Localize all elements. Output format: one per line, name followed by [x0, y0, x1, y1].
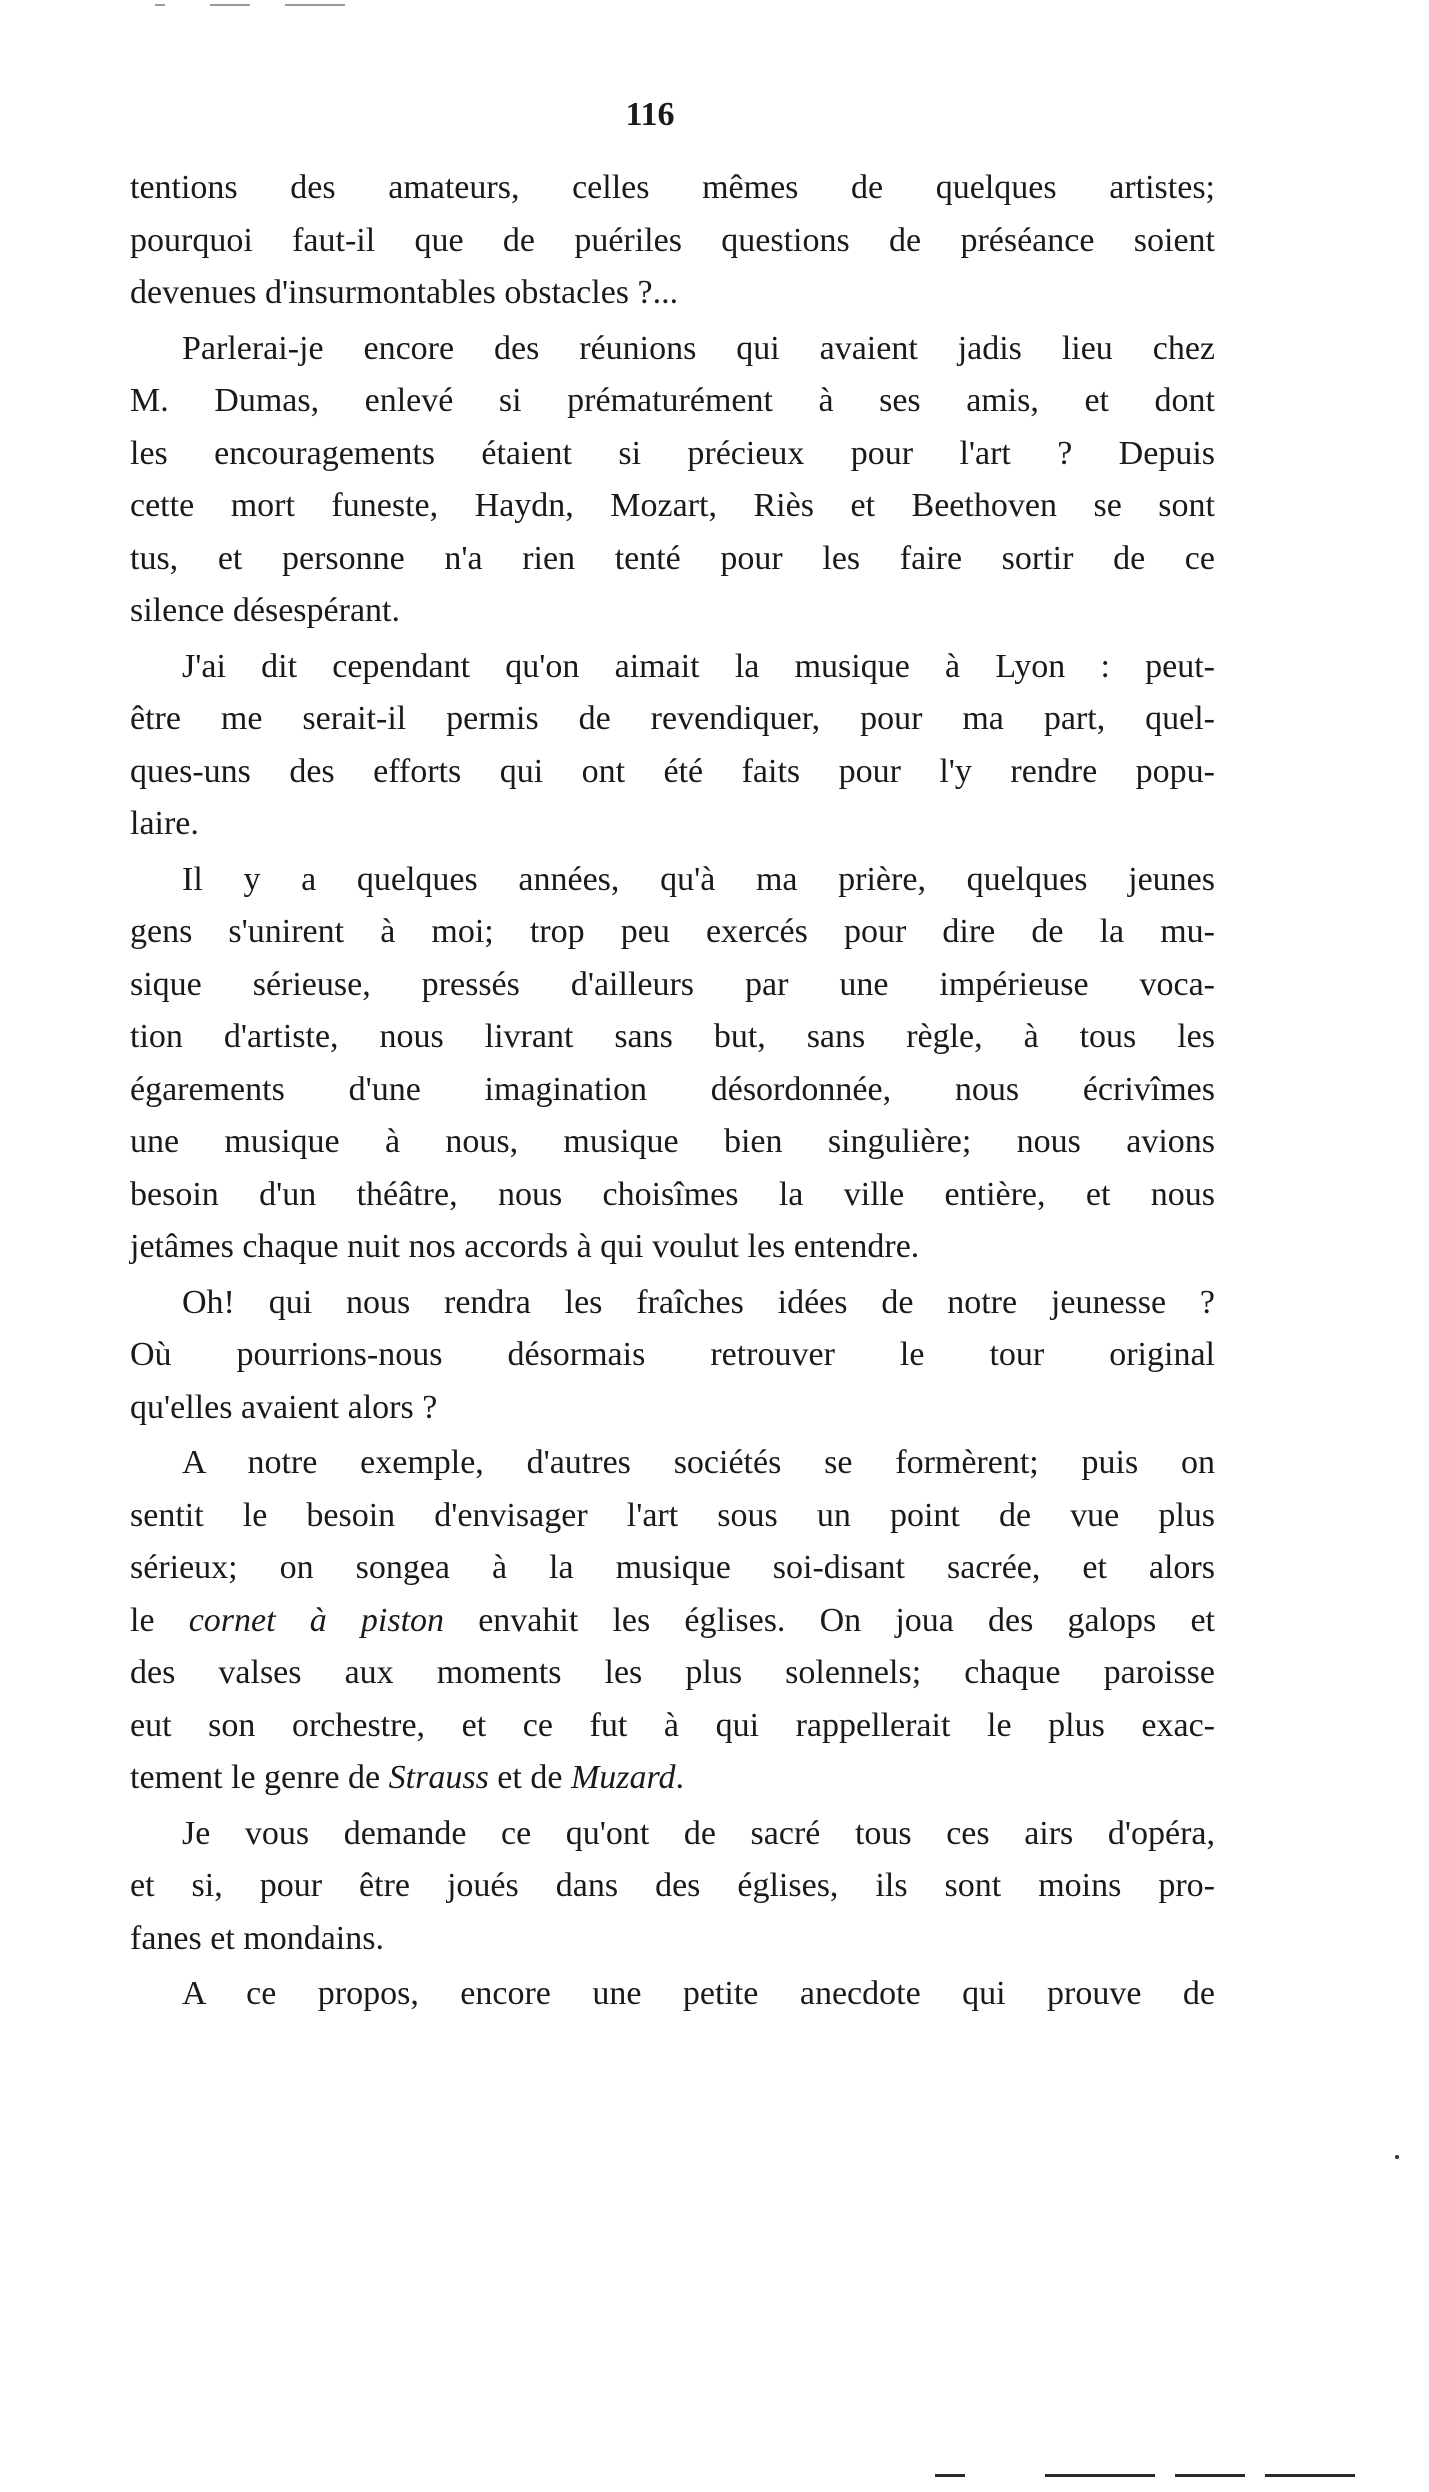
text-line: Oh! qui nous rendra les fraîches idées de notre jeunesse ?	[182, 1283, 1215, 1321]
text-line: tus, et personne n'a rien tenté pour les faire sortir de ce	[130, 539, 1215, 577]
paragraph	[130, 1808, 1215, 1966]
text-line: Je vous demande ce qu'ont de sacré tous ces airs d'opéra,	[182, 1814, 1215, 1852]
top-scan-mark	[155, 4, 165, 6]
text-line: Où pourrions-nous désormais retrouver le tour original	[130, 1336, 1215, 1373]
paragraph	[130, 1968, 1215, 2021]
paragraph	[130, 1437, 1215, 1805]
top-scan-mark	[210, 4, 250, 6]
page-number: 116	[625, 96, 675, 133]
text-line: les encouragements étaient si précieux pour l'art ? Depuis	[130, 434, 1215, 472]
text-line: Parlerai-je encore des réunions qui avaient jadis lieu chez	[182, 329, 1215, 367]
paragraph	[130, 854, 1215, 1274]
text-line: des valses aux moments les plus solennels; chaque paroisse	[130, 1654, 1215, 1691]
text-line: tion d'artiste, nous livrant sans but, sans règle, à tous les	[130, 1018, 1215, 1055]
text-line: tentions des amateurs, celles mêmes de quelques artistes;	[130, 169, 1215, 206]
bottom-scan-mark	[1045, 2474, 1155, 2477]
text-line: sentit le besoin d'envisager l'art sous un point de vue plus	[130, 1496, 1215, 1534]
text-line: jetâmes chaque nuit nos accords à qui voulut les entendre.	[130, 1228, 920, 1265]
paragraph	[130, 323, 1215, 638]
bottom-scan-mark	[935, 2474, 965, 2477]
bottom-scan-mark	[1175, 2474, 1245, 2477]
text-line: J'ai dit cependant qu'on aimait la musique à Lyon : peut-	[182, 647, 1215, 685]
bottom-scan-mark	[1265, 2474, 1355, 2477]
paragraph	[130, 1277, 1215, 1435]
italic-term: cornet à piston	[188, 1601, 445, 1639]
text-line: sérieux; on songea à la musique soi-disant sacrée, et alors	[130, 1549, 1215, 1586]
text-line: devenues d'insurmontables obstacles ?...	[130, 274, 679, 311]
text-line: silence désespérant.	[130, 592, 400, 629]
text-line: et si, pour être joués dans des églises, ils sont moins pro-	[130, 1867, 1215, 1904]
italic-name: Muzard	[570, 1759, 676, 1796]
text-line: être me serait-il permis de revendiquer, pour ma part, quel-	[130, 700, 1215, 737]
italic-name: Strauss	[388, 1759, 489, 1796]
text-line: Il y a quelques années, qu'à ma prière, quelques jeunes	[182, 860, 1215, 898]
top-scan-mark	[285, 4, 345, 6]
text-line: A notre exemple, d'autres sociétés se formèrent; puis on	[182, 1444, 1215, 1481]
paragraph	[130, 162, 1215, 320]
text-line: le cornet à piston envahit les églises. On joua des galops et	[130, 1601, 1215, 1639]
text-line: gens s'unirent à moi; trop peu exercés pour dire de la mu-	[130, 913, 1215, 950]
text-line: sique sérieuse, pressés d'ailleurs par une impérieuse voca-	[130, 965, 1215, 1003]
body-text	[130, 162, 1215, 2021]
text-line: cette mort funeste, Haydn, Mozart, Riès et Beethoven se sont	[130, 487, 1215, 524]
text-line: ques-uns des efforts qui ont été faits pour l'y rendre popu-	[130, 752, 1215, 790]
text-line: fanes et mondains.	[130, 1919, 384, 1957]
text-line: eut son orchestre, et ce fut à qui rappellerait le plus exac-	[130, 1706, 1215, 1744]
text-line: M. Dumas, enlevé si prématurément à ses amis, et dont	[130, 382, 1215, 419]
text-line: A ce propos, encore une petite anecdote qui prouve de	[182, 1975, 1215, 2012]
text-line: tement le genre de Strauss et de Muzard.	[130, 1759, 684, 1796]
text-line: qu'elles avaient alors ?	[130, 1388, 438, 1426]
text-line: une musique à nous, musique bien singulière; nous avions	[130, 1123, 1215, 1160]
text-line: besoin d'un théâtre, nous choisîmes la ville entière, et nous	[130, 1175, 1215, 1213]
text-line: laire.	[130, 805, 199, 842]
text-line: pourquoi faut-il que de puériles questions de préséance soient	[130, 221, 1215, 259]
text-line: égarements d'une imagination désordonnée, nous écrivîmes	[130, 1070, 1215, 1108]
scan-speck	[1395, 2155, 1399, 2159]
paragraph	[130, 641, 1215, 851]
